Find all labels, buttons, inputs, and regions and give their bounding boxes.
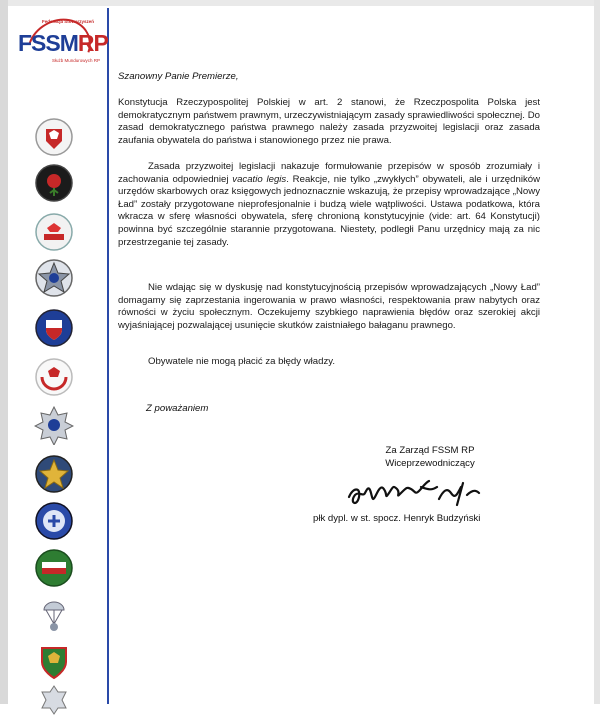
- window-frame-right: [594, 0, 600, 704]
- role-line: Wiceprzewodniczący: [385, 458, 475, 469]
- red-rose-emblem-icon: [34, 163, 74, 203]
- margin-rule: [107, 8, 109, 704]
- paragraph-4: [118, 356, 540, 369]
- signer-name: płk dypl. w st. spocz. Henryk Budzyński: [313, 513, 481, 524]
- closing: Z poważaniem: [146, 403, 209, 414]
- paratrooper-emblem-icon: [34, 596, 74, 636]
- blue-round-badge-emblem-icon: [34, 501, 74, 541]
- green-shield-emblem-icon: [34, 642, 74, 682]
- police-star-emblem-icon: [34, 405, 74, 445]
- paragraph-3: [118, 282, 540, 332]
- paragraph-2: [118, 161, 540, 249]
- golden-star-emblem-icon: [34, 454, 74, 494]
- fssm-rp-logo: [16, 18, 108, 74]
- paragraph-text: Nie wdając się w dyskusję nad konstytucyjnością przepisów wprowadzających „Nowy Ład” domagamy się zaprzestania ingerowania w prawo własności, respektowania praw nabytych oraz równości w życiu społecznym. Oczekujemy szybkiego naprawienia błędów oraz szerokiej akcji wyjaśniającej pozwalającej usunięcie skutków zaistniałego bałaganu prawnego.: [118, 282, 540, 331]
- paragraph-text: Zasada przyzwoitej legislacji nakazuje formułowanie przepisów w sposób zrozumiały i zachowania odpowiedniej vacatio legis. Reakcje, nie tylko „zwykłych” obywateli, ale i urzędników urzędów skarbowych oraz księgowych jednoznacznie wskazują, że przepisy wprowadzające „Nowy Ład” zostały przygotowane nieprofesjonalnie i budzą wiele wątpliwości. Ustawa podatkowa, która wkracza w sferę własności obywatela, sferę chronioną konstytucyjnie (vide: art. 64 Konstytucji) powinna być szczególnie starannie przygotowana. Niestety, podległi Panu urzędnicy mają za nic przestrzeganie tej zasady.: [118, 161, 541, 248]
- window-frame-left: [0, 0, 8, 704]
- green-flag-emblem-icon: [34, 548, 74, 588]
- logo-mark-right: RP: [77, 30, 108, 56]
- star-badge-emblem-icon: [34, 258, 74, 298]
- logo-mark: [18, 30, 108, 57]
- signature-block: [330, 444, 530, 470]
- paragraph-1: [118, 97, 540, 147]
- salutation: Szanowny Panie Premierze,: [118, 71, 239, 82]
- red-white-shield-emblem-icon: [34, 308, 74, 348]
- eagle-wreath-emblem-icon: [34, 357, 74, 397]
- paragraph-text: Obywatele nie mogą płacić za błędy władzy.: [148, 356, 335, 367]
- eagle-shield-emblem-icon: [34, 117, 74, 157]
- handwritten-signature: [343, 473, 493, 509]
- window-frame-top: [0, 0, 600, 6]
- on-behalf-line: Za Zarząd FSSM RP: [385, 445, 475, 456]
- logo-top-text: Federacja Stowarzyszeń: [42, 19, 95, 24]
- silver-eagle-emblem-icon: [34, 682, 74, 722]
- logo-mark-left: FSSM: [18, 30, 78, 56]
- eagle-red-white-emblem-icon: [34, 212, 74, 252]
- logo-bottom-text: Służb Mundurowych RP: [52, 58, 101, 63]
- paragraph-text: Konstytucja Rzeczypospolitej Polskiej w art. 2 stanowi, że Rzeczpospolita Polska jest demokratycznym państwem prawnym, urzeczywistniającym zasady sprawiedliwości społecznej. Do zasad demokratycznego państwa prawnego należy zasada przyzwoitej legislacji oraz zasada zaufania obywatela do państwa i stanowionego przez nie prawa.: [118, 97, 540, 146]
